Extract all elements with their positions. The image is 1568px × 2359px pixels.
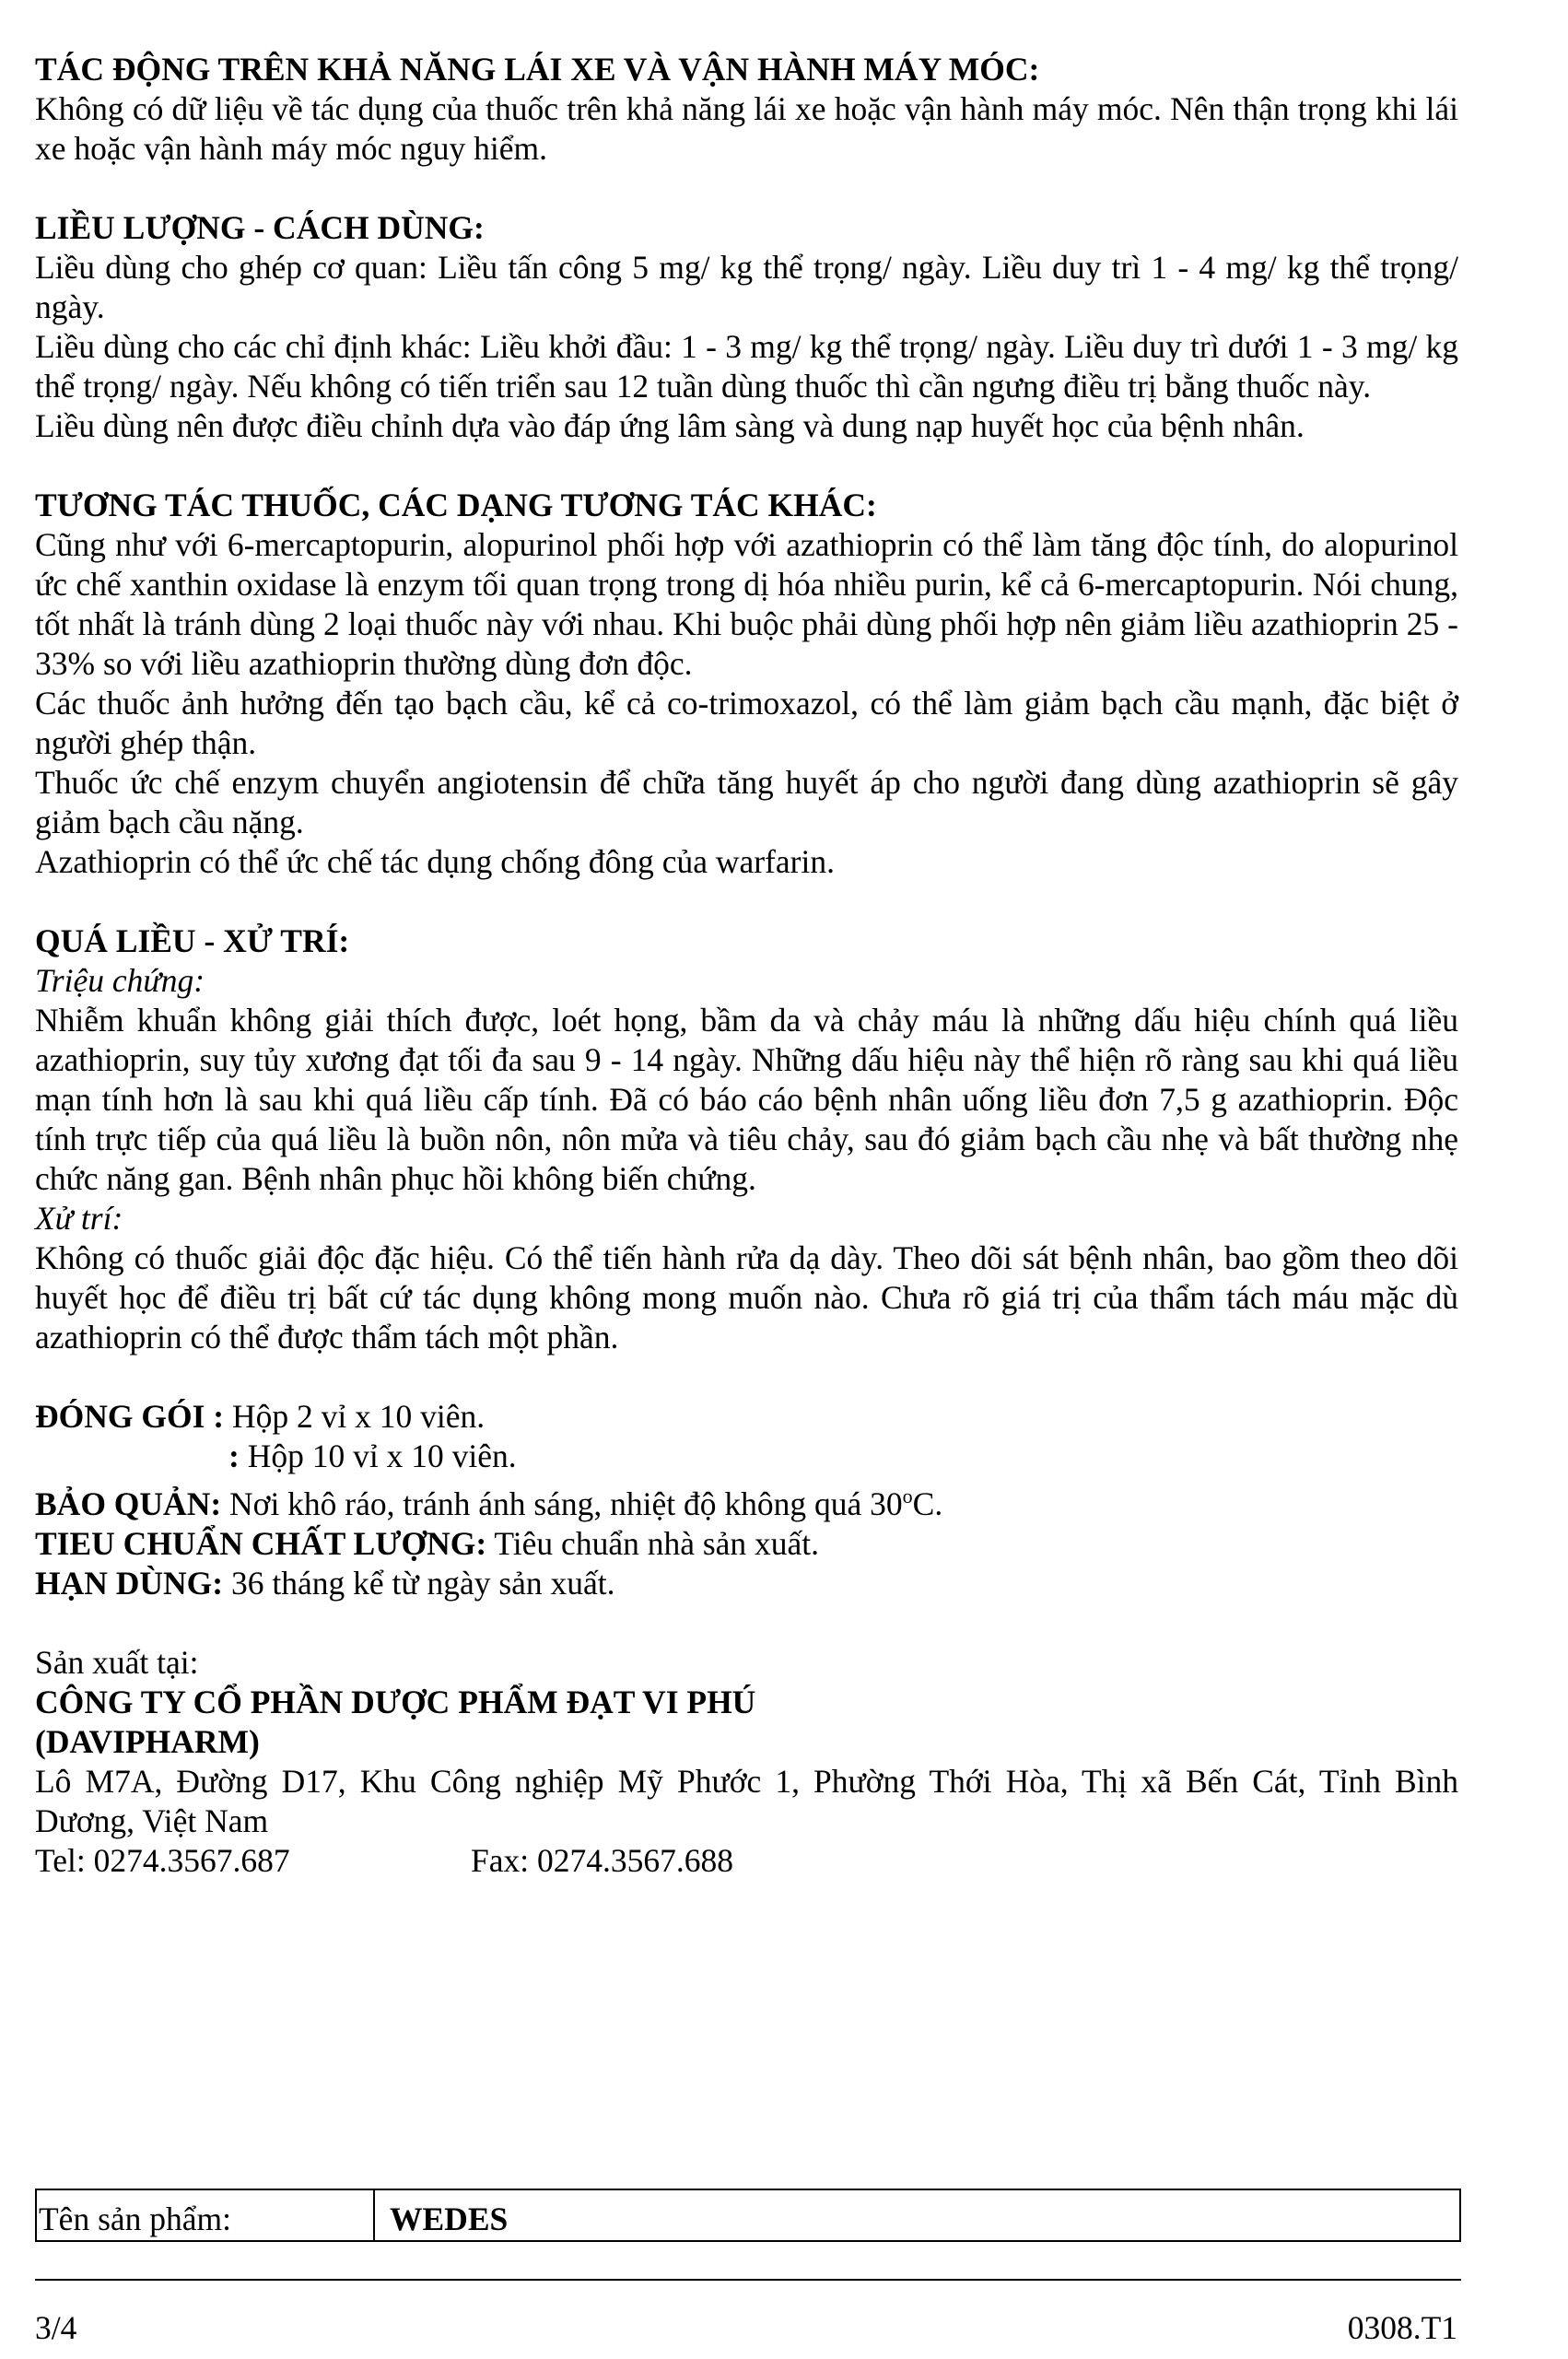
- interactions-paragraph: Cũng như với 6-mercaptopurin, alopurinol phối hợp với azathioprin có thể làm tăng độc tính, do alopurinol ức chế xanthin oxidase là enzym tối quan trọng trong dị hóa nhiều purin, kể cả 6-mercaptopurin. Nói chung, tốt nhất là tránh dùng 2 loại thuốc này với nhau. Khi buộc phải dùng phối hợp nên giảm liều azathioprin 25 - 33% so với liều azathioprin thường dùng đơn độc.: [35, 526, 1458, 682]
- dosage-heading: LIỀU LƯỢNG - CÁCH DÙNG:: [35, 209, 485, 246]
- product-info-section: [35, 1397, 1458, 1603]
- storage-unit: C.: [912, 1485, 943, 1522]
- interactions-section: [35, 486, 1458, 882]
- manufacturer-name: CÔNG TY CỔ PHẦN DƯỢC PHẨM ĐẠT VI PHÚ: [35, 1683, 756, 1720]
- product-name-table: [35, 2189, 1461, 2242]
- manufacturer-short-name: (DAVIPHARM): [35, 1722, 260, 1760]
- dosage-paragraph: Liều dùng cho ghép cơ quan: Liều tấn công 5 mg/ kg thể trọng/ ngày. Liều duy trì 1 - 4 mg/ kg thể trọng/ ngày.: [35, 249, 1458, 325]
- interactions-paragraph: Thuốc ức chế enzym chuyển angiotensin để chữa tăng huyết áp cho người đang dùng azathioprin sẽ gây giảm bạch cầu nặng.: [35, 764, 1458, 840]
- symptoms-text: Nhiễm khuẩn không giải thích được, loét họng, bầm da và chảy máu là những dấu hiệu chính quá liều azathioprin, suy tủy xương đạt tối đa sau 9 - 14 ngày. Những dấu hiệu này thể hiện rõ ràng sau khi quá liều mạn tính hơn là sau khi quá liều cấp tính. Đã có báo cáo bệnh nhân uống liều đơn 7,5 g azathioprin. Độc tính trực tiếp của quá liều là buồn nôn, nôn mửa và tiêu chảy, sau đó giảm bạch cầu nhẹ và bất thường nhẹ chức năng gan. Bệnh nhân phục hồi không biến chứng.: [35, 1002, 1458, 1197]
- driving-text: Không có dữ liệu về tác dụng của thuốc trên khả năng lái xe hoặc vận hành máy móc. Nên thận trọng khi lái xe hoặc vận hành máy móc nguy hiểm.: [35, 90, 1458, 167]
- driving-heading: TÁC ĐỘNG TRÊN KHẢ NĂNG LÁI XE VÀ VẬN HÀNH MÁY MÓC:: [35, 51, 1040, 88]
- fax-number: Fax: 0274.3567.688: [471, 1841, 733, 1879]
- treatment-text: Không có thuốc giải độc đặc hiệu. Có thể tiến hành rửa dạ dày. Theo dõi sát bệnh nhân, bao gồm theo dõi huyết học để điều trị bất cứ tác dụng không mong muốn nào. Chưa rõ giá trị của thẩm tách máu mặc dù azathioprin có thể được thẩm tách một phần.: [35, 1239, 1458, 1356]
- storage-degree: o: [902, 1485, 913, 1508]
- packaging-colon: :: [228, 1438, 240, 1474]
- overdose-heading: QUÁ LIỀU - XỬ TRÍ:: [35, 922, 350, 959]
- manufacturer-address: Lô M7A, Đường D17, Khu Công nghiệp Mỹ Phước 1, Phường Thới Hòa, Thị xã Bến Cát, Tỉnh Bình Dương, Việt Nam: [35, 1762, 1458, 1839]
- product-name-value: WEDES: [390, 2201, 509, 2237]
- storage-row: [35, 1476, 1458, 1524]
- expiry-row: [35, 1564, 1458, 1603]
- packaging-label: ĐÓNG GÓI :: [35, 1398, 225, 1435]
- packaging-line-2: Hộp 10 vỉ x 10 viên.: [247, 1438, 517, 1474]
- driving-section: [35, 50, 1458, 169]
- product-name-label: Tên sản phẩm:: [37, 2190, 375, 2240]
- interactions-paragraph: Azathioprin có thể ức chế tác dụng chống đông của warfarin.: [35, 843, 835, 880]
- manufacturer-section: [35, 1643, 1458, 1881]
- document-code: 0308.T1: [1347, 2309, 1457, 2346]
- expiry-text: 36 tháng kể từ ngày sản xuất.: [230, 1564, 615, 1602]
- expiry-label: HẠN DÙNG:: [35, 1564, 224, 1602]
- treatment-label: Xử trí:: [35, 1200, 123, 1237]
- packaging-row-2: [35, 1437, 1458, 1476]
- manufacturer-intro: Sản xuất tại:: [35, 1643, 199, 1681]
- overdose-section: [35, 921, 1458, 1357]
- page-number: 3/4: [35, 2309, 77, 2346]
- packaging-row: [35, 1397, 1458, 1437]
- dosage-paragraph: Liều dùng nên được điều chỉnh dựa vào đáp ứng lâm sàng và dung nạp huyết học của bệnh nhân.: [35, 407, 1305, 444]
- storage-text: Nơi khô ráo, tránh ánh sáng, nhiệt độ không quá 30: [229, 1485, 903, 1522]
- packaging-line-1: Hộp 2 vỉ x 10 viên.: [232, 1398, 486, 1435]
- symptoms-label: Triệu chứng:: [35, 962, 205, 999]
- contact-row: [35, 1841, 1458, 1881]
- footer-divider: [35, 2279, 1461, 2281]
- quality-text: Tiêu chuẩn nhà sản xuất.: [494, 1524, 820, 1562]
- document-body: [35, 50, 1458, 1881]
- interactions-heading: TƯƠNG TÁC THUỐC, CÁC DẠNG TƯƠNG TÁC KHÁC:: [35, 487, 877, 523]
- quality-row: [35, 1524, 1458, 1564]
- dosage-section: [35, 208, 1458, 446]
- dosage-paragraph: Liều dùng cho các chỉ định khác: Liều khởi đầu: 1 - 3 mg/ kg thể trọng/ ngày. Liều duy trì dưới 1 - 3 mg/ kg thể trọng/ ngày. Nếu không có tiến triển sau 12 tuần dùng thuốc thì cần ngưng điều trị bằng thuốc này.: [35, 328, 1458, 405]
- tel-number: Tel: 0274.3567.687: [35, 1841, 290, 1879]
- storage-label: BẢO QUẢN:: [35, 1485, 222, 1522]
- interactions-paragraph: Các thuốc ảnh hưởng đến tạo bạch cầu, kể cả co-trimoxazol, có thể làm giảm bạch cầu mạnh, đặc biệt ở người ghép thận.: [35, 685, 1458, 761]
- quality-label: TIEU CHUẨN CHẤT LƯỢNG:: [35, 1524, 487, 1562]
